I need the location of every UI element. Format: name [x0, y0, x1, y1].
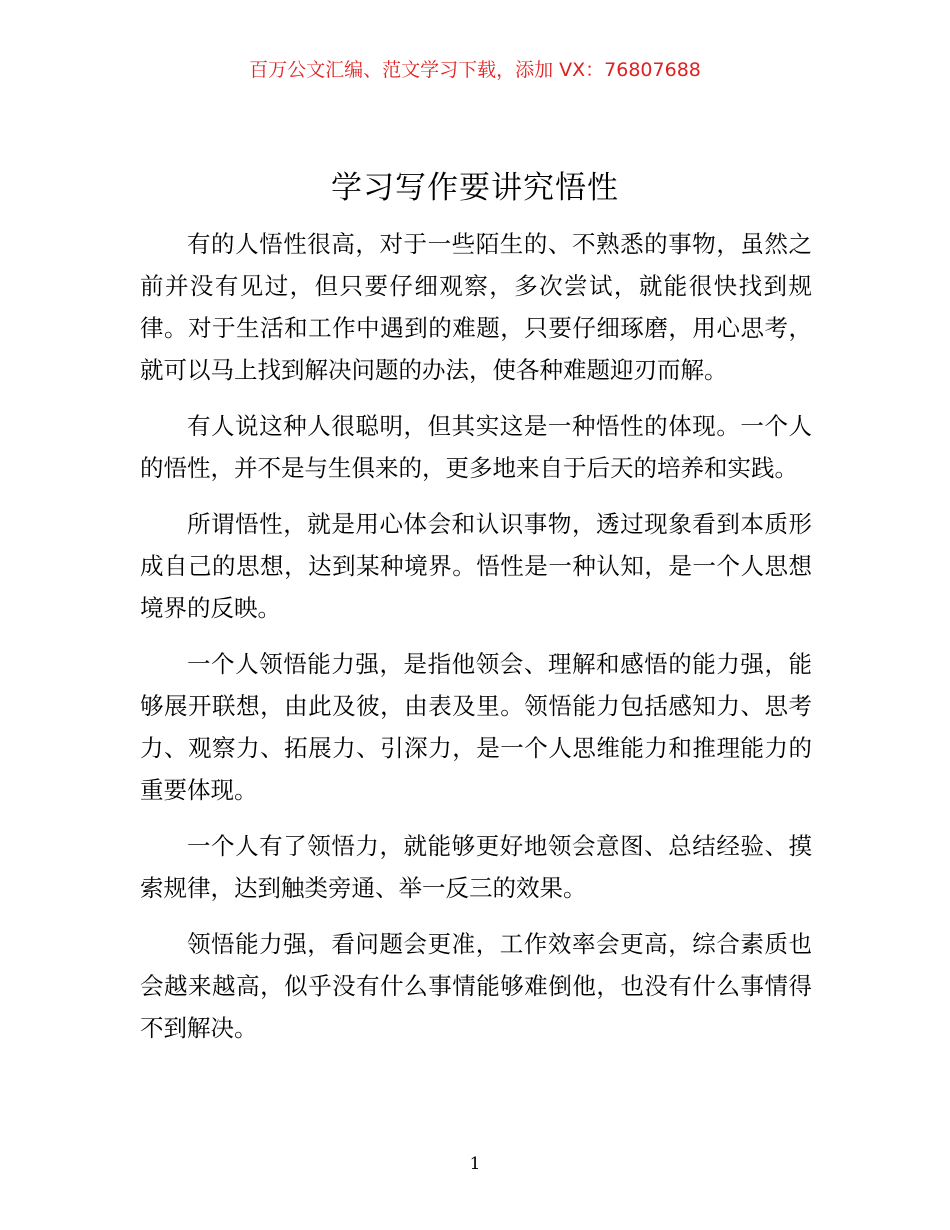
- paragraph-2: 有人说这种人很聪明，但其实这是一种悟性的体现。一个人的悟性，并不是与生俱来的，更多地来自于后天的培养和实践。: [140, 412, 812, 482]
- paragraph-4: 一个人领悟能力强，是指他领会、理解和感悟的能力强，能够展开联想，由此及彼，由表及里。领悟能力包括感知力、思考力、观察力、拓展力、引深力，是一个人思维能力和推理能力的重要体现。: [140, 650, 812, 804]
- paragraph-1: 有的人悟性很高，对于一些陌生的、不熟悉的事物，虽然之前并没有见过，但只要仔细观察，多次尝试，就能很快找到规律。对于生活和工作中遇到的难题，只要仔细琢磨，用心思考，就可以马上找到解决问题的办法，使各种难题迎刃而解。: [140, 230, 812, 384]
- document-body: [140, 223, 812, 1063]
- page-number: 1: [469, 1154, 481, 1174]
- paragraph-3: 所谓悟性，就是用心体会和认识事物，透过现象看到本质形成自己的思想，达到某种境界。悟性是一种认知，是一个人思想境界的反映。: [140, 510, 812, 622]
- paragraph-6: 领悟能力强，看问题会更准，工作效率会更高，综合素质也会越来越高，似乎没有什么事情能够难倒他，也没有什么事情得不到解决。: [140, 930, 812, 1042]
- paragraph-5: 一个人有了领悟力，就能够更好地领会意图、总结经验、摸索规律，达到触类旁通、举一反三的效果。: [140, 832, 812, 902]
- header-watermark-note: 百万公文汇编、范文学习下载，添加 VX：76807688: [249, 59, 701, 81]
- document-title: 学习写作要讲究悟性: [331, 170, 619, 206]
